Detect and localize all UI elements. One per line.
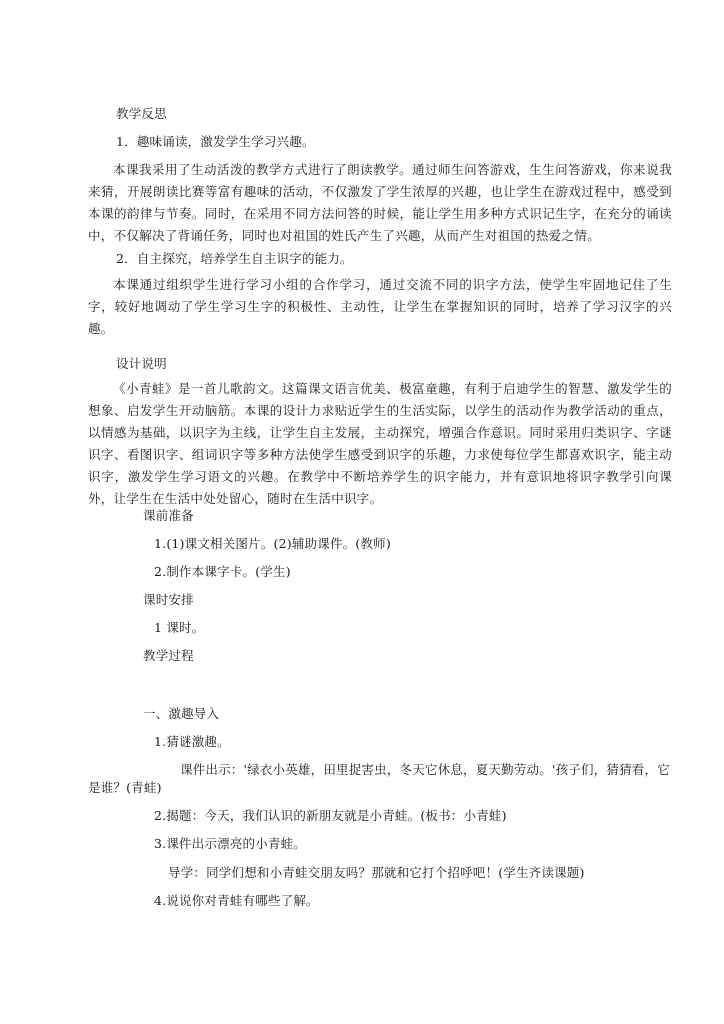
reflection-point1-title: 1．趣味诵读，激发学生学习兴趣。 [116, 134, 315, 149]
process-step-1: 1.猜谜激趣。 [154, 734, 230, 749]
process-heading: 教学过程 [143, 648, 194, 663]
design-heading: 设计说明 [116, 356, 167, 371]
design-text: 《小青蛙》是一首儿歌韵文。这篇课文语言优美、极富童趣，有利于启迪学生的智慧、激发学生的想象、启发学生开动脑筋。本课的设计力求贴近学生的生活实际，以学生的活动作为教学活动的重点，以情感为基础，以识字为主线，让学生自主发展，主动探究，增强合作意识。同时采用归类识字、字谜识字、看图识字、组词识字等多种方法使学生感受到识字的乐趣，力求使每位学生都喜欢识字，能主动识字，激发学生学习语文的兴趣。在教学中不断培养学生的识字能力，并有意识地将识字教学引向课外，让学生在生活中处处留心，随时在生活中识字。 [88, 381, 672, 506]
process-step-1-detail-line-1: 课件出示：'绿衣小英雄，田里捉害虫，冬天它休息，夏天勤劳动。'孩子们，猜猜看，它 [180, 762, 670, 777]
reflection-point1-text: 本课我采用了生动活泼的教学方式进行了朗读教学。通过师生问答游戏，生生问答游戏，你来说我来猜，开展朗读比赛等富有趣味的活动，不仅激发了学生浓厚的兴趣，也让学生在游戏过程中，感受到本课的韵律与节奏。同时，在采用不同方法问答的时候，能让学生用多种方式识记生字，在充分的诵读中，不仅解决了背诵任务，同时也对祖国的姓氏产生了兴趣，从而产生对祖国的热爱之情。 [88, 162, 672, 243]
reflection-heading: 教学反思 [116, 106, 167, 121]
prep-item-1: 1.(1)课文相关图片。(2)辅助课件。(教师) [154, 536, 391, 551]
process-step-3-detail: 导学：同学们想和小青蛙交朋友吗？那就和它打个招呼吧！(学生齐读课题) [168, 865, 585, 880]
reflection-point2-title: 2．自主探究，培养学生自主识字的能力。 [116, 251, 353, 266]
reflection-point2-text: 本课通过组织学生进行学习小组的合作学习，通过交流不同的识字方法，使学生牢固地记住了生字，较好地调动了学生学习生字的积极性、主动性，让学生在掌握知识的同时，培养了学习汉字的兴趣。 [88, 277, 672, 336]
process-section-1: 一、激趣导入 [143, 706, 220, 721]
process-step-2: 2.揭题：今天，我们认识的新朋友就是小青蛙。(板书：小青蛙) [154, 808, 507, 823]
prep-item-2: 2.制作本课字卡。(学生) [154, 564, 291, 579]
process-step-4: 4.说说你对青蛙有哪些了解。 [154, 893, 319, 908]
schedule-heading: 课时安排 [143, 592, 194, 607]
process-step-1-detail-line-2: 是谁？(青蛙) [88, 780, 162, 795]
prep-heading: 课前准备 [143, 508, 194, 523]
process-step-3: 3.课件出示漂亮的小青蛙。 [154, 836, 307, 851]
schedule-value: 1 课时。 [154, 620, 205, 635]
